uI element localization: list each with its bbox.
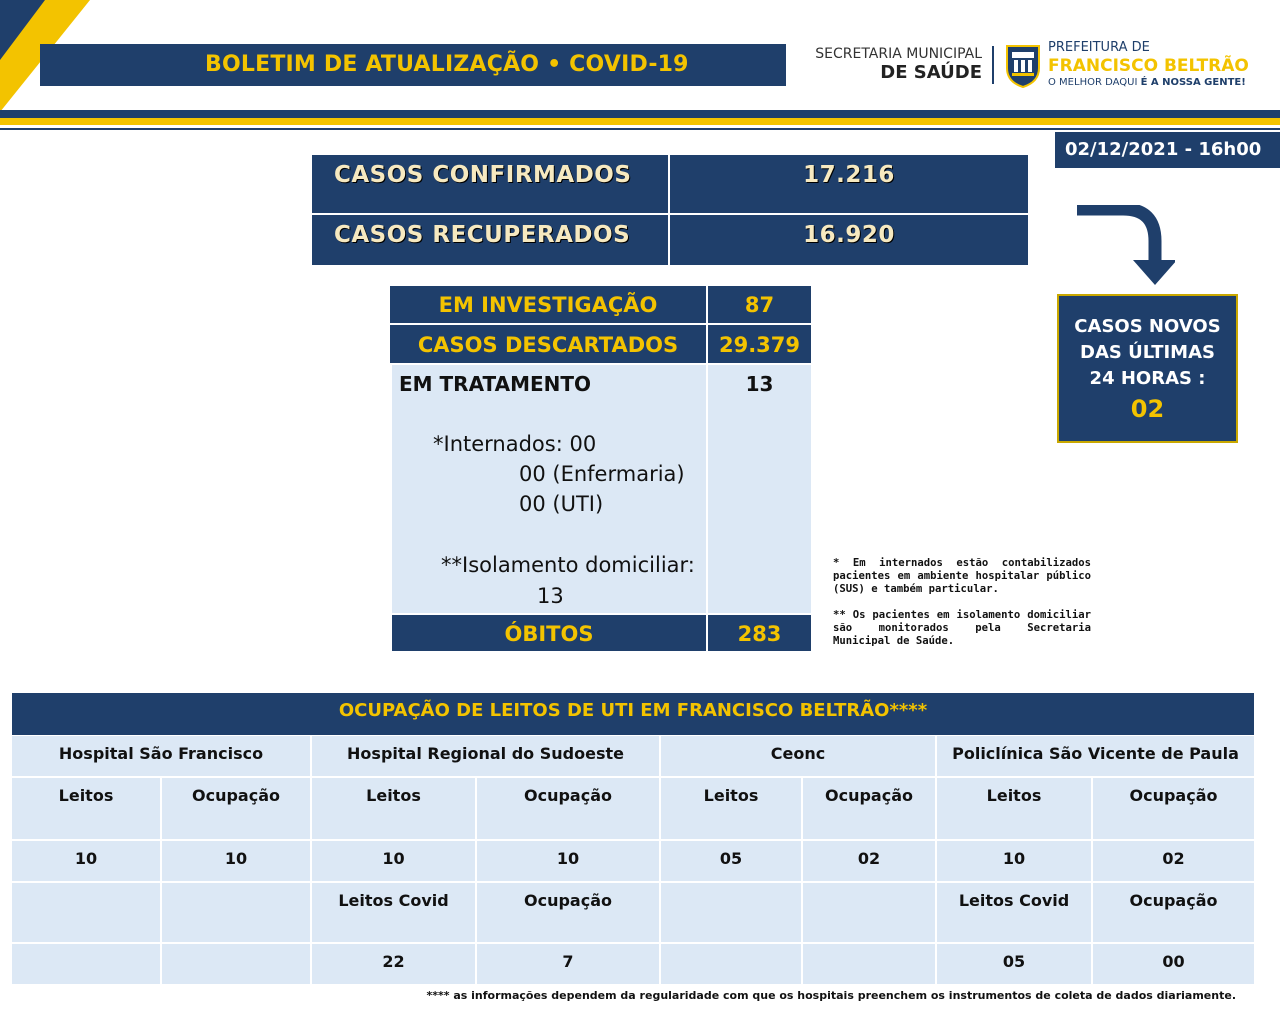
covid-cell-value	[661, 944, 801, 984]
new-cases-label: CASOS NOVOS DAS ÚLTIMAS 24 HORAS :	[1074, 316, 1221, 389]
slogan-bold: É A NOSSA GENTE!	[1140, 77, 1246, 88]
covid-cell-value: 05	[937, 944, 1091, 984]
hospital-name: Hospital Regional do Sudoeste	[312, 736, 659, 776]
hospital-name: Ceonc	[661, 736, 935, 776]
ward-line: 00 (Enfermaria)	[519, 462, 685, 486]
treatment-label: EM TRATAMENTO	[399, 372, 592, 396]
covid-cell-value	[162, 944, 310, 984]
hospital-name: Hospital São Francisco	[12, 736, 310, 776]
deaths-label: ÓBITOS	[392, 615, 706, 651]
discarded-label: CASOS DESCARTADOS	[390, 325, 706, 363]
icu-footnote: **** as informações dependem da regularidade com que os hospitais preenchem os instrumentos de coleta de dados diariamente.	[426, 989, 1236, 1002]
table-cell-value: 02	[803, 841, 935, 881]
new-cases-box	[1057, 294, 1238, 443]
table-cell-value: 10	[937, 841, 1091, 881]
note-hospitalized: * Em internados estão contabilizados pacientes em ambiente hospitalar público (SUS) e também particular.	[833, 557, 1091, 595]
prefeitura-line1: PREFEITURA DE	[1048, 40, 1150, 55]
col-header: Ocupação	[1093, 778, 1254, 839]
note-isolation: ** Os pacientes em isolamento domiciliar são monitorados pela Secretaria Municipal de Saúde.	[833, 609, 1091, 647]
covid-cell-value	[803, 944, 935, 984]
home-isolation-value: 13	[537, 584, 564, 608]
prefeitura-line2: FRANCISCO BELTRÃO	[1048, 56, 1249, 76]
confirmed-value: 17.216	[670, 155, 1028, 213]
secretaria-line2: DE SAÚDE	[880, 62, 982, 83]
recovered-value: 16.920	[670, 215, 1028, 265]
hospital-name: Policlínica São Vicente de Paula	[937, 736, 1254, 776]
investigation-label: EM INVESTIGAÇÃO	[390, 286, 706, 323]
logo-separator	[992, 46, 994, 84]
prefeitura-slogan	[1048, 77, 1246, 88]
table-cell-value: 10	[162, 841, 310, 881]
hospitalized-line: *Internados: 00	[433, 432, 597, 456]
treatment-value: 13	[745, 372, 774, 396]
icu-line: 00 (UTI)	[519, 492, 604, 516]
table-cell-value: 10	[477, 841, 659, 881]
recovered-label: CASOS RECUPERADOS	[312, 215, 668, 265]
covid-cell-value: 22	[312, 944, 475, 984]
investigation-value: 87	[708, 286, 811, 323]
bulletin-title: BOLETIM DE ATUALIZAÇÃO • COVID-19	[205, 52, 689, 77]
col-header: Leitos	[937, 778, 1091, 839]
table-cell-value: 05	[661, 841, 801, 881]
covid-col-header	[12, 883, 160, 942]
col-header: Ocupação	[162, 778, 310, 839]
header-divider-thin	[0, 128, 1280, 130]
bulletin-date: 02/12/2021 - 16h00	[1055, 132, 1280, 168]
table-cell-value: 10	[12, 841, 160, 881]
covid-cell-value: 00	[1093, 944, 1254, 984]
col-header: Leitos	[312, 778, 475, 839]
col-header: Ocupação	[803, 778, 935, 839]
icu-occupancy-title: OCUPAÇÃO DE LEITOS DE UTI EM FRANCISCO BELTRÃO****	[12, 693, 1254, 735]
discarded-value: 29.379	[708, 325, 811, 363]
secretaria-line1: SECRETARIA MUNICIPAL	[815, 46, 982, 62]
col-header: Leitos	[661, 778, 801, 839]
covid-cell-value	[12, 944, 160, 984]
treatment-value-panel	[708, 365, 811, 613]
slogan-start: O MELHOR DAQUI	[1048, 77, 1141, 88]
header-divider-yellow	[0, 118, 1280, 125]
col-header: Leitos	[12, 778, 160, 839]
new-cases-value: 02	[1130, 395, 1165, 423]
covid-col-header: Leitos Covid	[312, 883, 475, 942]
header-blue-triangle	[0, 0, 45, 60]
col-header: Ocupação	[477, 778, 659, 839]
curved-arrow-down-icon	[1075, 205, 1175, 290]
covid-col-header	[803, 883, 935, 942]
table-cell-value: 02	[1093, 841, 1254, 881]
city-seal-icon	[1004, 42, 1042, 88]
icu-occupancy-table	[12, 736, 1254, 984]
table-cell-value: 10	[312, 841, 475, 881]
covid-col-header	[661, 883, 801, 942]
home-isolation-line: **Isolamento domiciliar:	[441, 553, 695, 577]
covid-col-header: Leitos Covid	[937, 883, 1091, 942]
covid-col-header: Ocupação	[1093, 883, 1254, 942]
covid-col-header: Ocupação	[477, 883, 659, 942]
covid-col-header	[162, 883, 310, 942]
confirmed-label: CASOS CONFIRMADOS	[312, 155, 668, 213]
covid-cell-value: 7	[477, 944, 659, 984]
header-divider-blue	[0, 110, 1280, 118]
deaths-value: 283	[708, 615, 811, 651]
